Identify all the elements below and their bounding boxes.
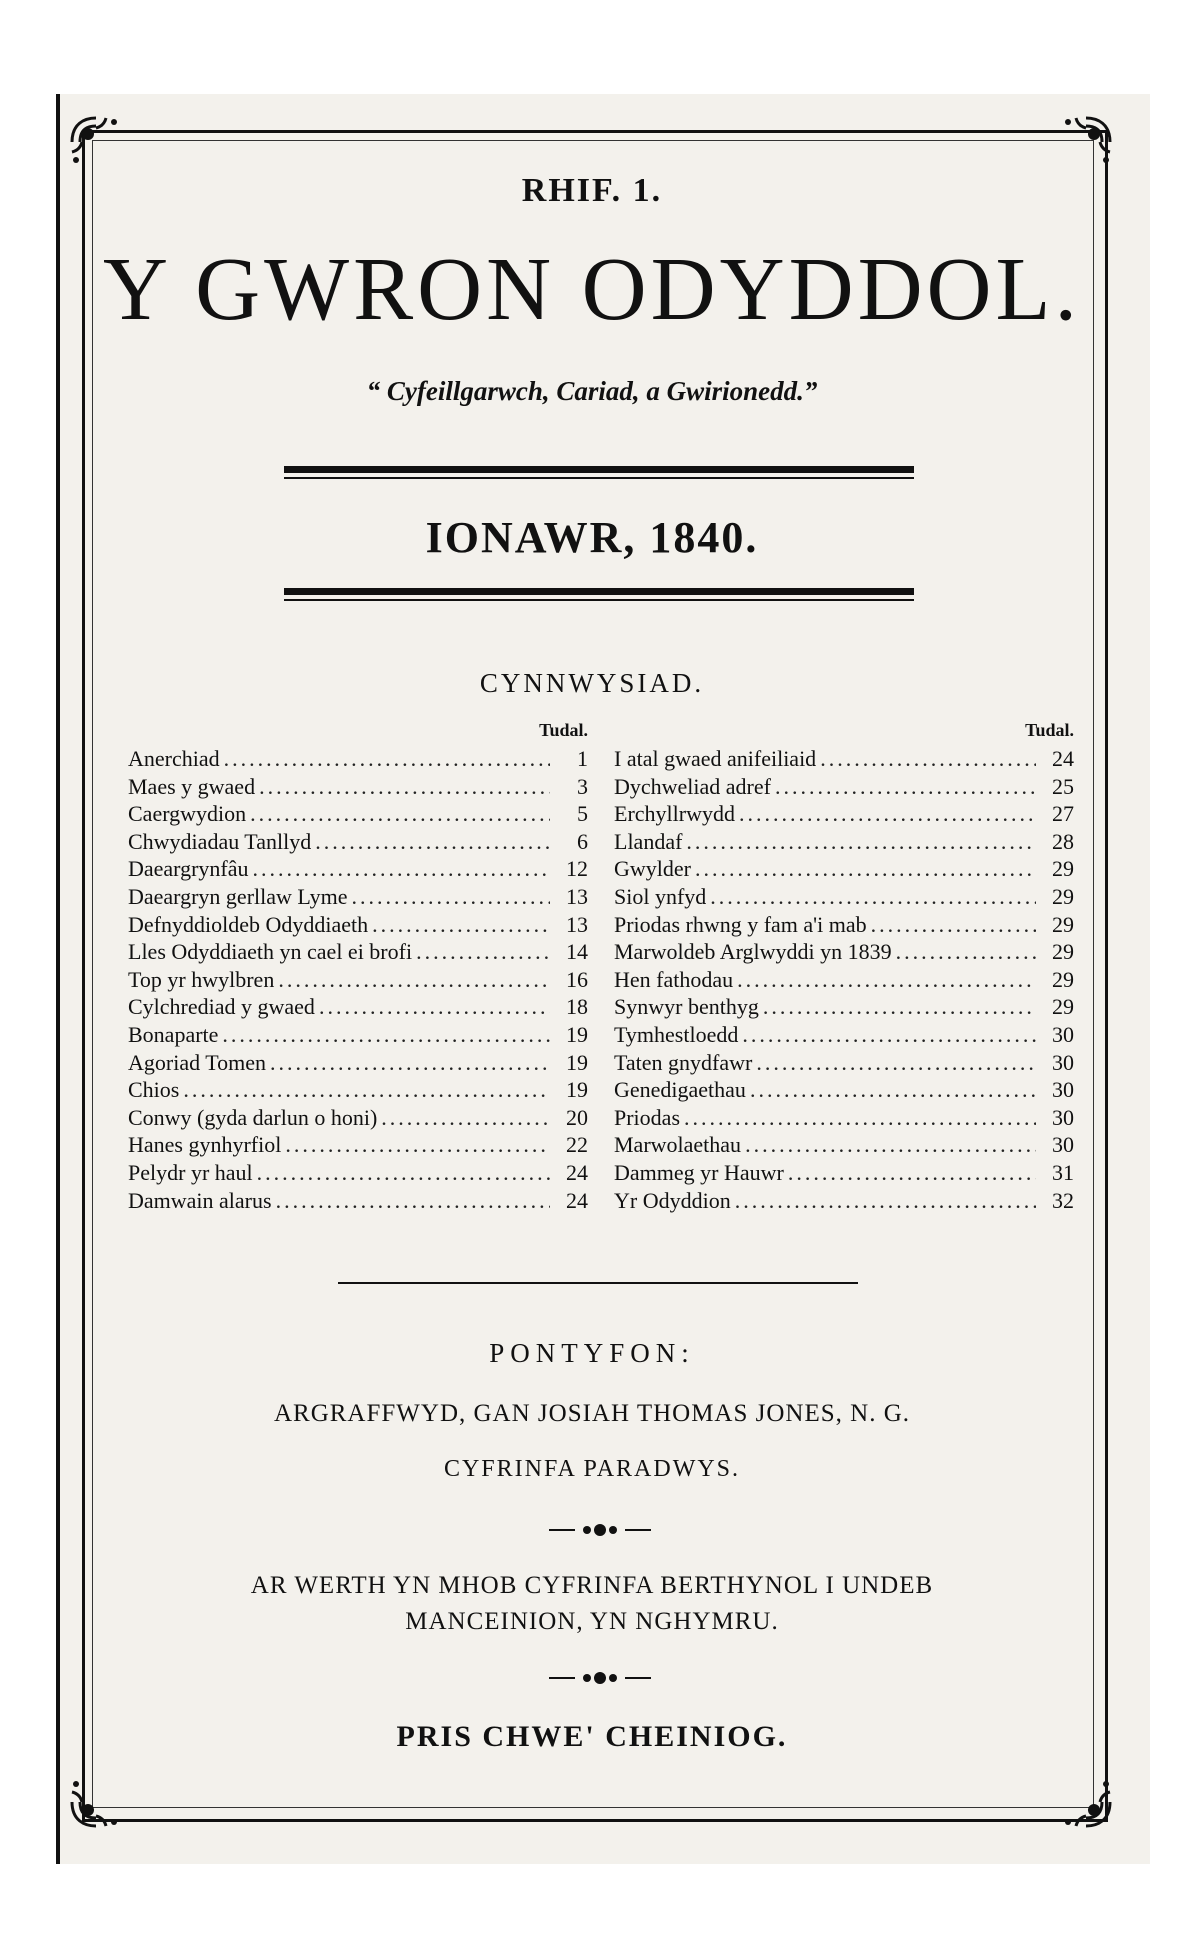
entry-title: Agoriad Tomen <box>128 1049 266 1075</box>
dot-leader <box>224 746 550 772</box>
dot-leader <box>285 1132 550 1158</box>
imprint-printer: ARGRAFFWYD, GAN JOSIAH THOMAS JONES, N. G. <box>273 1400 911 1427</box>
entry-title: Siol ynfyd <box>614 883 707 909</box>
contents-entry <box>614 801 1074 829</box>
entry-title: Daeargrynfâu <box>128 856 249 882</box>
entry-page: 30 <box>1052 1077 1074 1103</box>
dot-leader <box>695 856 1036 882</box>
dot-leader <box>737 967 1036 993</box>
contents-entry <box>614 1160 1074 1188</box>
contents-entry <box>614 856 1074 884</box>
entry-title: Daeargryn gerllaw Lyme <box>128 883 348 909</box>
entry-title: Lles Odyddiaeth yn cael ei brofi <box>128 939 413 965</box>
entry-title: Hen fathodau <box>614 966 734 992</box>
entry-title: Marwoldeb Arglwyddi yn 1839 <box>614 939 892 965</box>
sale-line: MANCEINION, YN NGHYMRU. <box>405 1607 779 1635</box>
contents-entry <box>128 746 588 774</box>
entry-title: Tymhestloedd <box>614 1021 739 1047</box>
entry-page: 13 <box>566 911 588 937</box>
entry-page: 25 <box>1052 773 1074 799</box>
corner-ornament-icon <box>66 1772 126 1832</box>
entry-title: Dychweliad adref <box>614 773 771 799</box>
imprint-place: PONTYFON: <box>489 1338 695 1368</box>
contents-entry <box>614 1188 1074 1216</box>
entry-title: Taten gnydfawr <box>614 1049 753 1075</box>
entry-page: 30 <box>1052 1021 1074 1047</box>
entry-title: Priodas <box>614 1104 680 1130</box>
issue-date: IONAWR, 1840. <box>425 513 759 562</box>
contents-entry <box>128 912 588 940</box>
dot-leader <box>742 1022 1036 1048</box>
entry-page: 14 <box>566 939 588 965</box>
contents-column-left <box>128 720 588 1215</box>
imprint-lodge: CYFRINFA PARADWYS. <box>443 1456 741 1482</box>
dot-leader <box>775 774 1036 800</box>
dot-leader <box>735 1188 1036 1214</box>
entry-page: 30 <box>1052 1049 1074 1075</box>
contents-entry <box>128 884 588 912</box>
contents-entry <box>128 1188 588 1216</box>
entry-page: 24 <box>566 1159 588 1185</box>
entry-title: Marwolaethau <box>614 1132 742 1158</box>
entry-page: 5 <box>577 801 588 827</box>
dot-leader <box>686 829 1036 855</box>
entry-page: 19 <box>566 1021 588 1047</box>
page-column-label: Tudal. <box>1025 720 1074 740</box>
page-column-label: Tudal. <box>539 720 588 740</box>
entry-title: Caergwydion <box>128 801 247 827</box>
entry-title: Synwyr benthyg <box>614 994 759 1020</box>
entry-page: 3 <box>577 773 588 799</box>
contents-entry <box>128 939 588 967</box>
contents-entry <box>128 1077 588 1105</box>
entry-page: 22 <box>566 1132 588 1158</box>
contents-entry <box>128 1050 588 1078</box>
entry-title: Chwydiadau Tanllyd <box>128 828 312 854</box>
contents-entry <box>614 1077 1074 1105</box>
entry-page: 29 <box>1052 856 1074 882</box>
entry-title: Dammeg yr Hauwr <box>614 1159 784 1185</box>
entry-title: Priodas rhwng y fam a'i mab <box>614 911 867 937</box>
contents-entry <box>614 912 1074 940</box>
contents-heading: CYNNWYSIAD. <box>479 668 705 698</box>
page-title: Y GWRON ODYDDOL. <box>102 240 1082 339</box>
dot-leader <box>788 1160 1036 1186</box>
contents-entry <box>614 1132 1074 1160</box>
dot-leader <box>270 1050 550 1076</box>
contents-entry <box>614 994 1074 1022</box>
corner-ornament-icon <box>1056 1772 1116 1832</box>
entry-title: Llandaf <box>614 828 683 854</box>
motto: “ Cyfeillgarwch, Cariad, a Gwirionedd.” <box>366 376 818 406</box>
issue-number: RHIF. 1. <box>521 172 663 209</box>
contents-entry <box>128 994 588 1022</box>
entry-page: 16 <box>566 966 588 992</box>
dot-leader <box>710 884 1036 910</box>
dot-leader <box>896 939 1036 965</box>
entry-title: Damwain alarus <box>128 1187 272 1213</box>
contents-entry <box>128 1160 588 1188</box>
entry-title: Erchyllrwydd <box>614 801 735 827</box>
contents-entry <box>128 774 588 802</box>
dot-leader <box>183 1077 550 1103</box>
entry-page: 28 <box>1052 828 1074 854</box>
dot-leader <box>352 884 550 910</box>
contents-entry <box>614 1105 1074 1133</box>
entry-title: Pelydr yr haul <box>128 1159 253 1185</box>
dot-leader <box>372 912 550 938</box>
entry-title: Anerchiad <box>128 746 220 771</box>
contents-entry <box>128 856 588 884</box>
dot-leader <box>871 912 1036 938</box>
contents-entry <box>128 1105 588 1133</box>
contents-entry <box>128 801 588 829</box>
entry-page: 29 <box>1052 966 1074 992</box>
entry-page: 24 <box>566 1187 588 1213</box>
dot-leader <box>756 1050 1036 1076</box>
entry-page: 6 <box>577 828 588 854</box>
printers-ornament-icon <box>545 1668 655 1688</box>
entry-page: 31 <box>1052 1159 1074 1185</box>
dot-leader <box>278 967 550 993</box>
entry-page: 27 <box>1052 801 1074 827</box>
dot-leader <box>222 1022 550 1048</box>
entry-title: Bonaparte <box>128 1021 219 1047</box>
dot-leader <box>750 1077 1036 1103</box>
entry-page: 19 <box>566 1049 588 1075</box>
dot-leader <box>763 994 1036 1020</box>
dot-leader <box>253 856 550 882</box>
entry-page: 29 <box>1052 994 1074 1020</box>
entry-title: I atal gwaed anifeiliaid <box>614 746 817 771</box>
entry-title: Gwylder <box>614 856 691 882</box>
dot-leader <box>416 939 550 965</box>
entry-page: 18 <box>566 994 588 1020</box>
dot-leader <box>684 1105 1036 1131</box>
entry-page: 29 <box>1052 883 1074 909</box>
entry-page: 19 <box>566 1077 588 1103</box>
dot-leader <box>250 801 550 827</box>
contents-entry <box>128 1132 588 1160</box>
entry-title: Genedigaethau <box>614 1077 746 1103</box>
entry-page: 30 <box>1052 1132 1074 1158</box>
entry-page: 13 <box>566 883 588 909</box>
dot-leader <box>257 1160 550 1186</box>
double-rule <box>284 466 914 479</box>
entry-title: Yr Odyddion <box>614 1187 731 1213</box>
entry-page: 12 <box>566 856 588 882</box>
contents-entry <box>614 939 1074 967</box>
entry-title: Cylchrediad y gwaed <box>128 994 315 1020</box>
dot-leader <box>739 801 1036 827</box>
sale-notice <box>92 1568 1092 1639</box>
dot-leader <box>381 1105 550 1131</box>
contents-entry <box>614 829 1074 857</box>
corner-ornament-icon <box>66 112 126 172</box>
dot-leader <box>820 746 1036 772</box>
sale-line: AR WERTH YN MHOB CYFRINFA BERTHYNOL I UNDEB <box>250 1572 934 1599</box>
price: PRIS CHWE' CHEINIOG. <box>396 1720 788 1753</box>
contents-entry <box>614 774 1074 802</box>
double-rule <box>284 588 914 601</box>
dot-leader <box>259 774 550 800</box>
entry-page: 24 <box>1052 746 1074 771</box>
entry-title: Defnyddioldeb Odyddiaeth <box>128 911 369 937</box>
contents-column-right <box>614 720 1074 1215</box>
entry-page: 29 <box>1052 939 1074 965</box>
dot-leader <box>745 1132 1036 1158</box>
entry-page: 20 <box>566 1104 588 1130</box>
printers-ornament-icon <box>545 1520 655 1540</box>
contents-entry <box>614 746 1074 774</box>
dot-leader <box>315 829 550 855</box>
entry-title: Top yr hwylbren <box>128 966 275 992</box>
dot-leader <box>319 994 550 1020</box>
contents-entry <box>614 1022 1074 1050</box>
entry-page: 1 <box>577 746 588 771</box>
divider <box>338 1282 858 1284</box>
contents-entry <box>614 967 1074 995</box>
dot-leader <box>276 1188 550 1214</box>
corner-ornament-icon <box>1056 112 1116 172</box>
contents-entry <box>614 1050 1074 1078</box>
contents-entry <box>128 1022 588 1050</box>
entry-page: 32 <box>1052 1187 1074 1213</box>
entry-title: Chios <box>128 1077 180 1103</box>
contents-entry <box>614 884 1074 912</box>
entry-page: 30 <box>1052 1104 1074 1130</box>
entry-title: Maes y gwaed <box>128 773 256 799</box>
entry-title: Conwy (gyda darlun o honi) <box>128 1104 378 1130</box>
contents-entry <box>128 967 588 995</box>
contents-entry <box>128 829 588 857</box>
entry-title: Hanes gynhyrfiol <box>128 1132 282 1158</box>
entry-page: 29 <box>1052 911 1074 937</box>
